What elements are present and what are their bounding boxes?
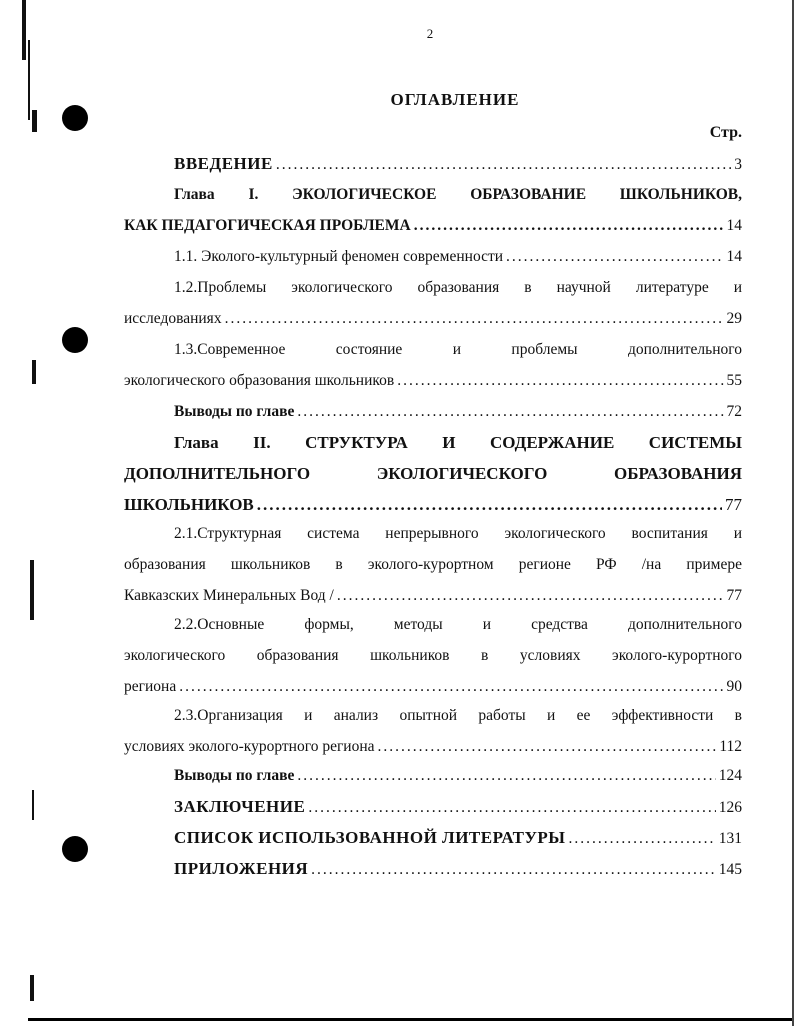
toc-entry-line: Глава I. ЭКОЛОГИЧЕСКОЕ ОБРАЗОВАНИЕ ШКОЛЬНИКОВ, — [174, 186, 742, 203]
toc-entry-conclusions-2[interactable] — [124, 760, 742, 791]
toc-entry-appendix[interactable] — [124, 853, 742, 884]
dot-leader — [225, 303, 724, 334]
toc-entry-section-2-2[interactable] — [124, 609, 742, 702]
toc-entry-line: 2.1.Структурная система непрерывного экологического воспитания и — [174, 525, 742, 542]
dot-leader — [179, 671, 723, 702]
toc-entry-line: условиях эколого-курортного региона — [124, 738, 375, 755]
toc-entry-line: 1.2.Проблемы экологического образования в научной литературе и — [174, 279, 742, 296]
scan-mark — [32, 790, 34, 820]
dot-leader — [276, 149, 731, 180]
toc-entry-section-2-3[interactable] — [124, 700, 742, 762]
toc-entry-title: СПИСОК ИСПОЛЬЗОВАННОЙ ЛИТЕРАТУРЫ — [174, 828, 566, 847]
toc-entry-section-1-1[interactable] — [124, 241, 742, 272]
punch-hole — [62, 836, 88, 862]
scan-mark — [32, 360, 36, 384]
toc-heading: ОГЛАВЛЕНИЕ — [390, 90, 520, 109]
toc-entry-line: региона — [124, 678, 177, 695]
dot-leader — [257, 489, 722, 520]
toc-page-number: 131 — [718, 830, 742, 847]
toc-entry-line: ДОПОЛНИТЕЛЬНОГО ЭКОЛОГИЧЕСКОГО ОБРАЗОВАНИЯ — [124, 464, 742, 483]
toc-entry-title: Выводы по главе — [174, 767, 295, 784]
toc-entry-line: Кавказских Минеральных Вод / — [124, 587, 334, 604]
scan-left-edge — [22, 0, 28, 1026]
toc-entry-line: КАК ПЕДАГОГИЧЕСКАЯ ПРОБЛЕМА — [124, 217, 411, 234]
dot-leader — [308, 792, 715, 823]
dot-leader — [311, 854, 716, 885]
toc-page-number: 90 — [726, 678, 742, 695]
toc-page-number: 126 — [718, 799, 742, 816]
toc-entry-title: ЗАКЛЮЧЕНИЕ — [174, 797, 306, 816]
toc-entry-intro[interactable] — [124, 148, 742, 179]
scan-mark — [30, 560, 34, 620]
toc-page-number: 29 — [726, 310, 742, 327]
toc-entry-line: экологического образования школьников в условиях эколого-курортного — [124, 647, 742, 664]
dot-leader — [397, 365, 723, 396]
toc-page-number: 77 — [725, 495, 742, 514]
toc-entry-line: исследованиях — [124, 310, 222, 327]
page-number: 2 — [426, 26, 434, 41]
dot-leader — [414, 210, 724, 241]
toc-entry-title: 1.1. Эколого-культурный феномен современности — [174, 248, 504, 265]
toc-entry-line: экологического образования школьников — [124, 372, 395, 389]
toc-page-number: 112 — [719, 738, 742, 755]
toc-entry-line: образования школьников в эколого-курортном регионе РФ /на примере — [124, 556, 742, 573]
toc-entry-conclusions-1[interactable] — [124, 396, 742, 427]
toc-entry-line: 2.3.Организация и анализ опытной работы и ее эффективности в — [174, 707, 742, 724]
scan-mark — [32, 110, 37, 132]
toc-entry-title: ПРИЛОЖЕНИЯ — [174, 859, 309, 878]
punch-hole — [62, 327, 88, 353]
toc-page-number: 77 — [726, 587, 742, 604]
toc-page-number: 14 — [726, 217, 742, 234]
scan-bottom-edge — [28, 1018, 794, 1021]
dot-leader — [569, 823, 716, 854]
toc-entry-section-1-2[interactable] — [124, 272, 742, 334]
dot-leader — [297, 760, 715, 791]
toc-page-number: 14 — [726, 248, 742, 265]
toc-entry-chapter-1[interactable] — [124, 179, 742, 241]
toc-entry-title: Выводы по главе — [174, 403, 295, 420]
toc-page-number: 124 — [718, 767, 742, 784]
toc-page-number: 72 — [726, 403, 742, 420]
dot-leader — [378, 731, 717, 762]
toc-entry-section-1-3[interactable] — [124, 334, 742, 396]
toc-entry-section-2-1[interactable] — [124, 518, 742, 611]
toc-entry-title: ВВЕДЕНИЕ — [174, 154, 273, 173]
toc-page-number: 3 — [734, 156, 742, 173]
toc-entry-line: Глава II. СТРУКТУРА И СОДЕРЖАНИЕ СИСТЕМЫ — [174, 433, 742, 452]
toc-entry-chapter-2[interactable] — [124, 427, 742, 520]
toc-entry-line: 1.3.Современное состояние и проблемы дополнительного — [174, 341, 742, 358]
scan-mark — [30, 975, 34, 1001]
dot-leader — [297, 396, 723, 427]
toc-entry-line: 2.2.Основные формы, методы и средства дополнительного — [174, 616, 742, 633]
toc-entry-line: ШКОЛЬНИКОВ — [124, 495, 254, 514]
page-column-label: Стр. — [709, 124, 742, 141]
toc-entry-references[interactable] — [124, 822, 742, 853]
toc-page-number: 145 — [718, 861, 742, 878]
toc-entry-conclusion[interactable] — [124, 791, 742, 822]
toc-page-number: 55 — [726, 372, 742, 389]
dot-leader — [337, 580, 724, 611]
dot-leader — [506, 241, 723, 272]
